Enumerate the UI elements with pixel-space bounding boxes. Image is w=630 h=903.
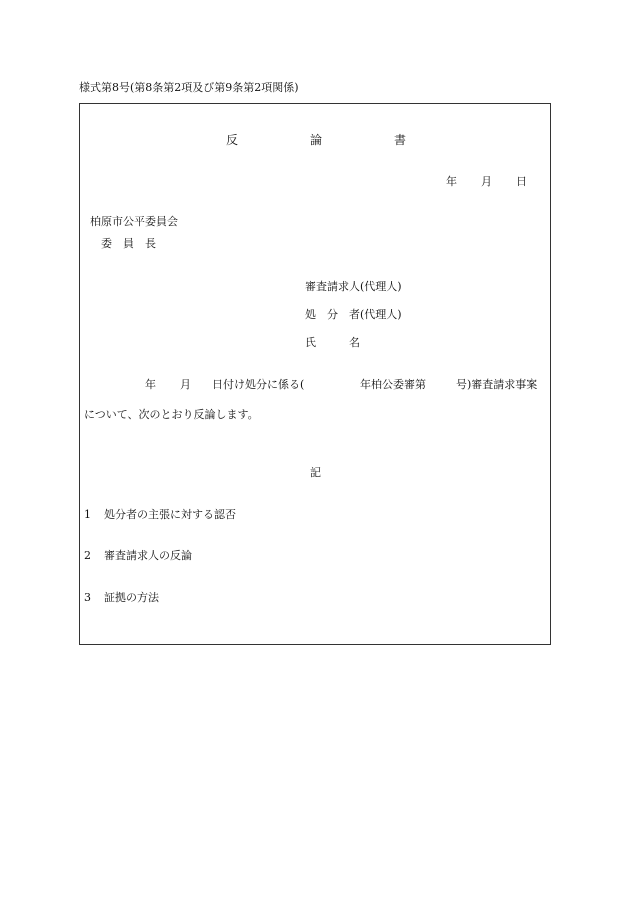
item-2-text: 審査請求人の反論 xyxy=(104,549,192,562)
ki-label: 記 xyxy=(310,466,321,479)
body-line2: について、次のとおり反論します。 xyxy=(84,408,259,421)
date-day-label: 日 xyxy=(516,175,527,188)
item-3-number: 3 xyxy=(84,591,91,604)
body-case-number-suffix: 号)審査請求事案 xyxy=(456,378,538,391)
addressee-organization: 柏原市公平委員会 xyxy=(90,215,178,228)
date-year-label: 年 xyxy=(446,175,457,188)
body-month-label: 月 xyxy=(180,378,191,391)
body-year-label: 年 xyxy=(145,378,156,391)
requester-label: 審査請求人(代理人) xyxy=(305,280,402,293)
item-3-text: 証拠の方法 xyxy=(104,591,159,604)
item-1-number: 1 xyxy=(84,508,91,521)
item-1-text: 処分者の主張に対する認否 xyxy=(104,508,236,521)
title-char-2: 論 xyxy=(310,133,323,147)
title-char-3: 書 xyxy=(394,133,407,147)
name-label: 氏 名 xyxy=(305,336,360,349)
title-char-1: 反 xyxy=(226,133,239,147)
date-month-label: 月 xyxy=(481,175,492,188)
item-2-number: 2 xyxy=(84,549,91,562)
body-line1-mid: 日付け処分に係る( xyxy=(212,378,305,391)
disposer-label: 処 分 者(代理人) xyxy=(305,308,402,321)
form-number-label: 様式第8号(第8条第2項及び第9条第2項関係) xyxy=(79,81,299,94)
addressee-position: 委 員 長 xyxy=(101,237,156,250)
body-case-year-prefix: 年柏公委審第 xyxy=(360,378,426,391)
